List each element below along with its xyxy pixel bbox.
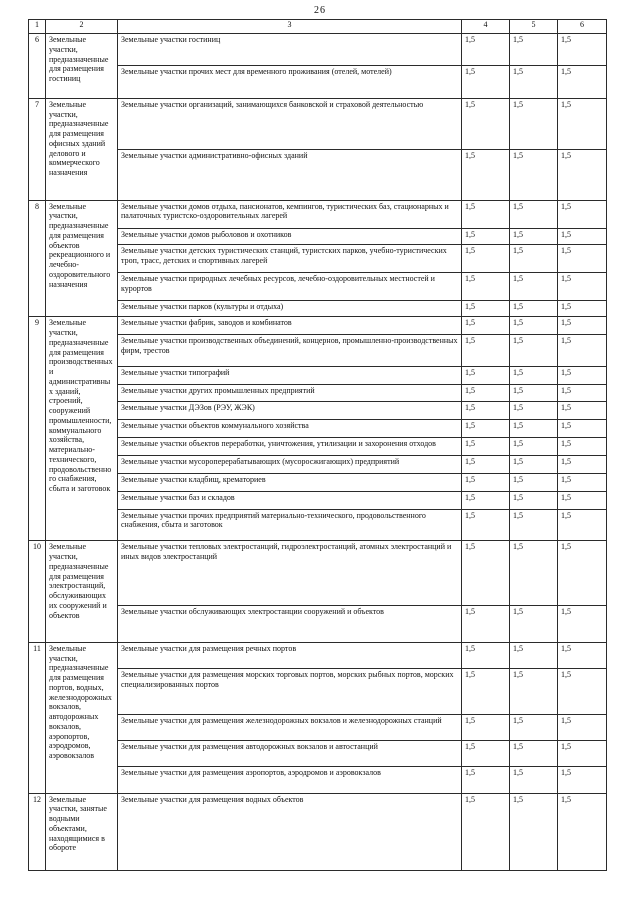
land-type-cell: Земельные участки гостиниц bbox=[118, 34, 462, 66]
land-type-cell: Земельные участки объектов переработки, уничтожения, утилизации и захоронения отходов bbox=[118, 438, 462, 456]
land-type-cell: Земельные участки природных лечебных ресурсов, лечебно-оздоровительных местностей и курортов bbox=[118, 273, 462, 301]
rate-cell: 1,5 bbox=[558, 335, 607, 367]
land-type-cell: Земельные участки домов отдыха, пансионатов, кемпингов, туристических баз, стационарных и палаточных туристско-оздоровительных лагерей bbox=[118, 200, 462, 228]
rate-cell: 1,5 bbox=[510, 509, 558, 541]
column-header: 2 bbox=[46, 20, 118, 34]
category-cell: Земельные участки, предназначенные для размещения объектов рекреационного и лечебно-оздоровительного назначения bbox=[46, 200, 118, 317]
rate-cell: 1,5 bbox=[462, 317, 510, 335]
land-type-cell: Земельные участки для размещения речных портов bbox=[118, 642, 462, 668]
rate-cell: 1,5 bbox=[510, 438, 558, 456]
rate-cell: 1,5 bbox=[462, 473, 510, 491]
rate-cell: 1,5 bbox=[558, 767, 607, 793]
row-number-cell: 7 bbox=[29, 98, 46, 200]
column-header-row bbox=[29, 20, 607, 34]
rate-cell: 1,5 bbox=[510, 34, 558, 66]
land-type-cell: Земельные участки обслуживающих электростанции сооружений и объектов bbox=[118, 606, 462, 643]
rate-cell: 1,5 bbox=[558, 509, 607, 541]
land-type-cell: Земельные участки прочих мест для временного проживания (отелей, мотелей) bbox=[118, 66, 462, 98]
rate-cell: 1,5 bbox=[462, 200, 510, 228]
page-number: 26 bbox=[314, 5, 326, 16]
column-header: 4 bbox=[462, 20, 510, 34]
land-type-cell: Земельные участки для размещения аэропортов, аэродромов и аэровокзалов bbox=[118, 767, 462, 793]
rate-cell: 1,5 bbox=[558, 244, 607, 272]
rate-cell: 1,5 bbox=[558, 438, 607, 456]
rate-cell: 1,5 bbox=[558, 541, 607, 606]
rate-cell: 1,5 bbox=[462, 98, 510, 149]
rate-cell: 1,5 bbox=[558, 273, 607, 301]
land-type-cell: Земельные участки для размещения морских торговых портов, морских рыбных портов, морских специализированных портов bbox=[118, 669, 462, 715]
rate-cell: 1,5 bbox=[462, 384, 510, 402]
rate-cell: 1,5 bbox=[462, 491, 510, 509]
rate-cell: 1,5 bbox=[558, 606, 607, 643]
land-type-cell: Земельные участки для размещения автодорожных вокзалов и автостанций bbox=[118, 741, 462, 767]
table-row bbox=[29, 200, 607, 228]
rate-cell: 1,5 bbox=[558, 793, 607, 870]
rate-cell: 1,5 bbox=[462, 34, 510, 66]
rate-cell: 1,5 bbox=[558, 491, 607, 509]
rate-cell: 1,5 bbox=[510, 366, 558, 384]
rate-cell: 1,5 bbox=[510, 402, 558, 420]
category-cell: Земельные участки, предназначенные для размещения производственных и административных зданий, строений, сооружений промышленности, коммунального хозяйства, материально-технического, продовольственного снабжения, сбыта и заготовок bbox=[46, 317, 118, 541]
rate-cell: 1,5 bbox=[462, 66, 510, 98]
land-type-cell: Земельные участки парков (культуры и отдыха) bbox=[118, 301, 462, 317]
category-cell: Земельные участки, предназначенные для размещения электростанций, обслуживающих их сооружений и объектов bbox=[46, 541, 118, 643]
category-cell: Земельные участки, предназначенные для размещения гостиниц bbox=[46, 34, 118, 99]
table-row bbox=[29, 98, 607, 149]
rate-cell: 1,5 bbox=[462, 642, 510, 668]
land-type-cell: Земельные участки административно-офисных зданий bbox=[118, 149, 462, 200]
row-number-cell: 9 bbox=[29, 317, 46, 541]
rate-cell: 1,5 bbox=[510, 335, 558, 367]
rate-cell: 1,5 bbox=[462, 606, 510, 643]
rate-cell: 1,5 bbox=[510, 98, 558, 149]
rate-cell: 1,5 bbox=[510, 642, 558, 668]
rate-cell: 1,5 bbox=[462, 420, 510, 438]
rate-cell: 1,5 bbox=[558, 642, 607, 668]
rate-cell: 1,5 bbox=[510, 66, 558, 98]
rate-cell: 1,5 bbox=[510, 741, 558, 767]
land-type-cell: Земельные участки для размещения железнодорожных вокзалов и железнодорожных станций bbox=[118, 715, 462, 741]
rate-cell: 1,5 bbox=[558, 669, 607, 715]
rate-cell: 1,5 bbox=[510, 228, 558, 244]
land-type-cell: Земельные участки мусороперерабатывающих (мусоросжигающих) предприятий bbox=[118, 456, 462, 474]
rate-cell: 1,5 bbox=[462, 335, 510, 367]
table-row bbox=[29, 34, 607, 66]
rate-cell: 1,5 bbox=[558, 34, 607, 66]
rate-cell: 1,5 bbox=[558, 715, 607, 741]
rate-cell: 1,5 bbox=[462, 402, 510, 420]
rate-cell: 1,5 bbox=[558, 366, 607, 384]
land-type-cell: Земельные участки тепловых электростанций, гидроэлектростанций, атомных электростанций и иных видов электростанций bbox=[118, 541, 462, 606]
rate-cell: 1,5 bbox=[558, 420, 607, 438]
rate-cell: 1,5 bbox=[510, 669, 558, 715]
category-cell: Земельные участки, предназначенные для размещения портов, водных, железнодорожных вокзалов, автодорожных вокзалов, аэропортов, аэродромов, аэровокзалов bbox=[46, 642, 118, 793]
rate-cell: 1,5 bbox=[510, 541, 558, 606]
land-type-cell: Земельные участки для размещения водных объектов bbox=[118, 793, 462, 870]
land-type-cell: Земельные участки детских туристических станций, туристских парков, учебно-туристических троп, трасс, детских и спортивных лагерей bbox=[118, 244, 462, 272]
row-number-cell: 12 bbox=[29, 793, 46, 870]
row-number-cell: 8 bbox=[29, 200, 46, 317]
rate-cell: 1,5 bbox=[510, 420, 558, 438]
rate-cell: 1,5 bbox=[510, 473, 558, 491]
land-type-cell: Земельные участки организаций, занимающихся банковской и страховой деятельностью bbox=[118, 98, 462, 149]
rate-cell: 1,5 bbox=[510, 793, 558, 870]
rate-cell: 1,5 bbox=[462, 366, 510, 384]
rate-cell: 1,5 bbox=[462, 541, 510, 606]
rate-cell: 1,5 bbox=[558, 98, 607, 149]
land-type-cell: Земельные участки типографий bbox=[118, 366, 462, 384]
row-number-cell: 11 bbox=[29, 642, 46, 793]
rate-cell: 1,5 bbox=[510, 384, 558, 402]
rate-cell: 1,5 bbox=[462, 767, 510, 793]
row-number-cell: 6 bbox=[29, 34, 46, 99]
rate-cell: 1,5 bbox=[510, 244, 558, 272]
rate-cell: 1,5 bbox=[462, 715, 510, 741]
rate-cell: 1,5 bbox=[510, 606, 558, 643]
land-type-cell: Земельные участки фабрик, заводов и комбинатов bbox=[118, 317, 462, 335]
land-type-cell: Земельные участки производственных объединений, концернов, промышленно-производственных фирм, трестов bbox=[118, 335, 462, 367]
rate-cell: 1,5 bbox=[462, 228, 510, 244]
rate-cell: 1,5 bbox=[510, 200, 558, 228]
rate-cell: 1,5 bbox=[558, 200, 607, 228]
rate-cell: 1,5 bbox=[558, 402, 607, 420]
rate-cell: 1,5 bbox=[558, 66, 607, 98]
category-cell: Земельные участки, занятые водными объектами, находящимися в обороте bbox=[46, 793, 118, 870]
rate-cell: 1,5 bbox=[510, 273, 558, 301]
rate-cell: 1,5 bbox=[558, 741, 607, 767]
rate-cell: 1,5 bbox=[462, 741, 510, 767]
rate-cell: 1,5 bbox=[510, 767, 558, 793]
column-header: 3 bbox=[118, 20, 462, 34]
row-number-cell: 10 bbox=[29, 541, 46, 643]
rate-cell: 1,5 bbox=[462, 669, 510, 715]
land-type-cell: Земельные участки ДЭЗов (РЭУ, ЖЭК) bbox=[118, 402, 462, 420]
land-type-cell: Земельные участки кладбищ, крематориев bbox=[118, 473, 462, 491]
rate-cell: 1,5 bbox=[462, 301, 510, 317]
rate-cell: 1,5 bbox=[462, 149, 510, 200]
rate-cell: 1,5 bbox=[510, 317, 558, 335]
table-row bbox=[29, 317, 607, 335]
rate-cell: 1,5 bbox=[462, 438, 510, 456]
rate-cell: 1,5 bbox=[558, 228, 607, 244]
table-row bbox=[29, 541, 607, 606]
rate-cell: 1,5 bbox=[462, 509, 510, 541]
rate-cell: 1,5 bbox=[462, 456, 510, 474]
column-header: 5 bbox=[510, 20, 558, 34]
category-cell: Земельные участки, предназначенные для размещения офисных зданий делового и коммерческого назначения bbox=[46, 98, 118, 200]
rate-cell: 1,5 bbox=[558, 149, 607, 200]
rate-cell: 1,5 bbox=[510, 149, 558, 200]
rate-cell: 1,5 bbox=[510, 301, 558, 317]
rate-cell: 1,5 bbox=[510, 491, 558, 509]
column-header: 1 bbox=[29, 20, 46, 34]
rate-cell: 1,5 bbox=[462, 793, 510, 870]
land-type-cell: Земельные участки прочих предприятий материально-технического, продовольственного снабжения, сбыта и заготовок bbox=[118, 509, 462, 541]
rate-cell: 1,5 bbox=[510, 715, 558, 741]
land-tax-rate-table bbox=[28, 19, 607, 871]
rate-cell: 1,5 bbox=[558, 317, 607, 335]
land-type-cell: Земельные участки других промышленных предприятий bbox=[118, 384, 462, 402]
column-header: 6 bbox=[558, 20, 607, 34]
rate-cell: 1,5 bbox=[462, 273, 510, 301]
rate-cell: 1,5 bbox=[558, 301, 607, 317]
rate-cell: 1,5 bbox=[510, 456, 558, 474]
land-type-cell: Земельные участки баз и складов bbox=[118, 491, 462, 509]
rate-cell: 1,5 bbox=[462, 244, 510, 272]
table-row bbox=[29, 642, 607, 668]
table-row bbox=[29, 793, 607, 870]
land-type-cell: Земельные участки домов рыболовов и охотников bbox=[118, 228, 462, 244]
rate-cell: 1,5 bbox=[558, 384, 607, 402]
rate-cell: 1,5 bbox=[558, 473, 607, 491]
rate-cell: 1,5 bbox=[558, 456, 607, 474]
land-type-cell: Земельные участки объектов коммунального хозяйства bbox=[118, 420, 462, 438]
